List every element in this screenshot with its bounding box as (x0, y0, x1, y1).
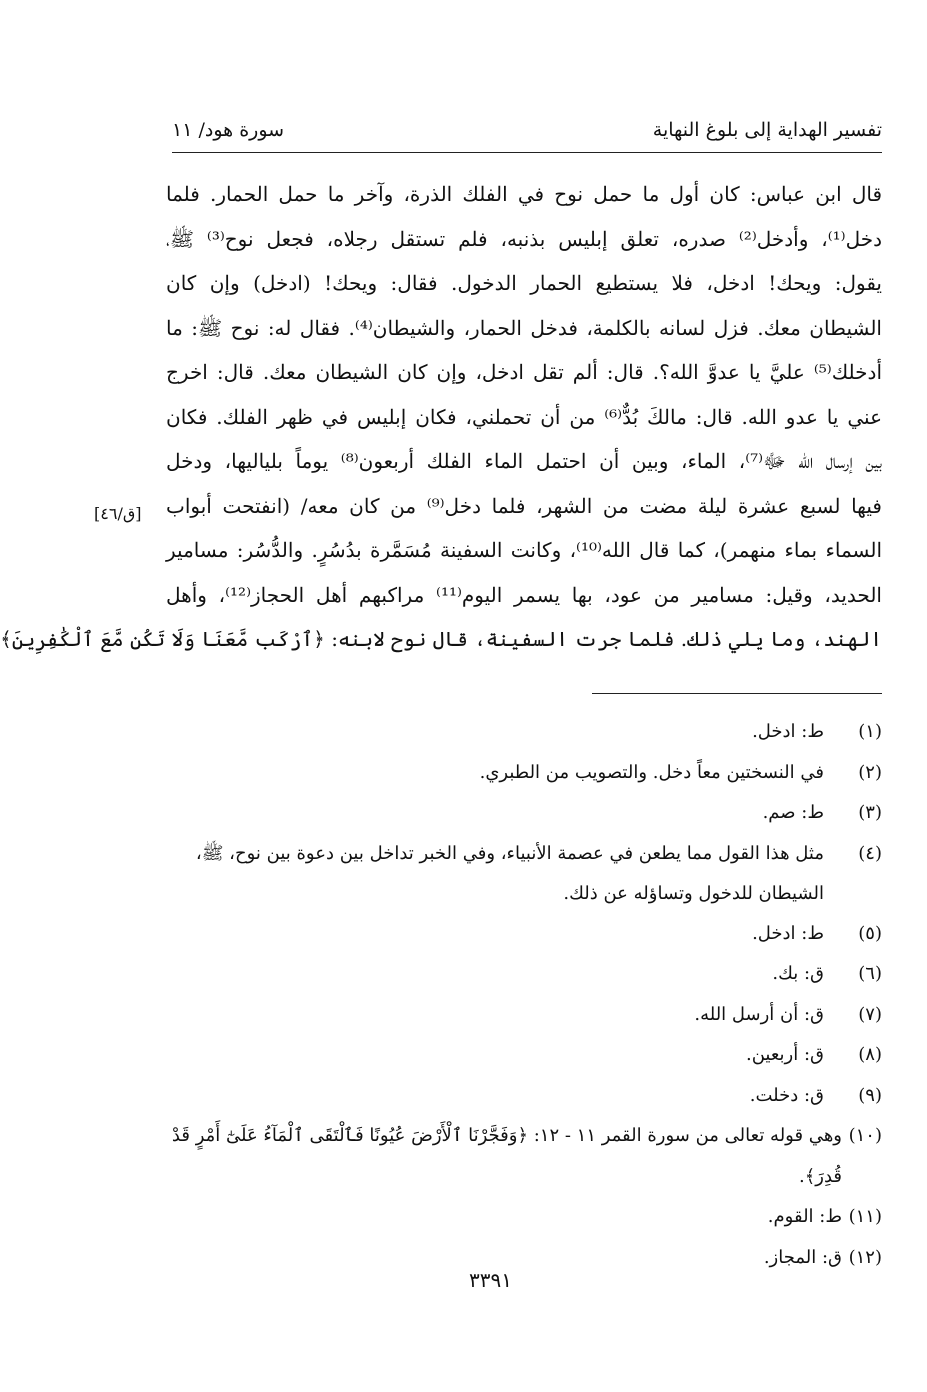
footnote-number: (٣) (858, 802, 882, 823)
footnote-number: (١١) (848, 1206, 882, 1227)
footnote-text: ق: أربعين. (746, 1044, 824, 1065)
text-line: الشيطان معك. فزل لسانه بالكلمة، فدخل الحمار، والشيطان⁽⁴⁾. فقال له: نوح ﷺ: ما (166, 315, 882, 340)
footnote (166, 834, 882, 914)
footnote (166, 1035, 882, 1076)
running-head (172, 112, 882, 148)
footnote-text: ق: بك. (772, 963, 824, 984)
footnote-text: ط: القوم. (767, 1206, 842, 1227)
footnote-text: ط: ادخل. (752, 721, 824, 742)
footnote (166, 712, 882, 753)
header-divider (172, 152, 882, 153)
text-line: السماء بماء منهمر)، كما قال الله⁽¹⁰⁾، وكانت السفينة مُسَمَّرة بدُسُرٍ. والدُّسُر: مسامير (166, 538, 883, 562)
footnote-text: مثل هذا القول مما يطعن في عصمة الأنبياء، وفي الخبر تداخل بين دعوة بين نوح، ﷺ، الشيطان للدخول وتساؤله عن ذلك. (195, 842, 824, 904)
footnotes (166, 712, 882, 1278)
footnote-text: ق: أن أرسل الله. (694, 1003, 824, 1025)
footnote-number: (١) (858, 721, 882, 742)
footnote (166, 954, 882, 995)
text-line: الهند، وما يلي ذلك. فلما جرت السفينة، قال نوح لابنه: ﴿ٱرْكَب مَّعَنَا وَلَا تَكُن مَّعَ ٱلْكَٰفِرِينَ﴾ (0, 627, 882, 651)
footnote-text: ق: دخلت. (749, 1084, 824, 1106)
footnote-number: (٤) (858, 842, 882, 864)
page-number: ٣٣٩١ (469, 1268, 512, 1292)
footnote-number: (٢) (858, 761, 882, 783)
text-line: فيها لسبع عشرة ليلة مضت من الشهر، فلما دخل⁽⁹⁾ من كان معه/ (انفتحت أبواب (166, 493, 882, 518)
text-line: دخل⁽¹⁾، وأدخل⁽²⁾ صدره، تعلق إبليس بذنبه، فلم تستقل رجلاه، فجعل نوح⁽³⁾ ﷺ، (166, 226, 882, 251)
text-line: قال ابن عباس: كان أول ما حمل نوح في الفلك الذرة، وآخر ما حمل الحمار. فلما (166, 182, 882, 206)
footnote-number: (٧) (858, 1003, 882, 1025)
footnote (166, 914, 882, 955)
footnote (166, 1116, 882, 1197)
footnote-text: ط: صم. (762, 802, 824, 823)
footnote-text: وهي قوله تعالى من سورة القمر ١١ - ١٢: ﴿وَفَجَّرْنَا ٱلْأَرْضَ عُيُونًا فَٱلْتَقَى ٱلْمَآءُ عَلَىٰٓ أَمْرٍ قَدْ قُدِرَ﴾. (171, 1125, 842, 1187)
footnote-number: (٨) (858, 1044, 882, 1065)
footnote (166, 1197, 882, 1238)
text-line: الحديد، وقيل: مسامير من عود، بها يسمر اليوم⁽¹¹⁾ مراكبهم أهل الحجاز⁽¹²⁾، وأهل (166, 582, 882, 607)
surah-reference: سورة هود/ ١١ (172, 119, 285, 141)
footnote-number: (١٠) (848, 1125, 882, 1146)
footnote-text: في النسختين معاً دخل. والتصويب من الطبري. (479, 761, 824, 783)
footnote-number: (٦) (858, 963, 882, 984)
footnote (166, 995, 882, 1036)
footnote (166, 793, 882, 834)
footnote (166, 753, 882, 794)
text-line: عني يا عدو الله. قال: مالكَ بُدٌّ⁽⁶⁾ من أن تحملني، فكان إبليس في ظهر الفلك. فكان (166, 404, 883, 429)
footnote (166, 1076, 882, 1117)
footnote-text: ق: المجاز. (763, 1246, 842, 1268)
footnote-number: (٥) (858, 922, 882, 944)
text-line: أدخلك⁽⁵⁾ عليَّ يا عدوَّ الله؟. قال: ألم تقل ادخل، وإن كان الشيطان معك. قال: اخرج (166, 360, 882, 384)
footnote-number: (١٢) (848, 1246, 882, 1268)
footnote-divider (592, 693, 882, 694)
footnote-text: ط: ادخل. (752, 922, 824, 944)
footnote-number: (٩) (858, 1084, 882, 1106)
manuscript-folio-marker: [ق/٤٦] (94, 504, 142, 523)
text-line: يقول: ويحك! ادخل، فلا يستطيع الحمار الدخول. فقال: ويحك! (ادخل) وإن كان (166, 271, 882, 295)
book-title: تفسير الهداية إلى بلوغ النهاية (652, 119, 882, 141)
text-line: بين إرسال الله ﷻ⁽⁷⁾، الماء، وبين أن احتمل الماء الفلك أربعون⁽⁸⁾ يوماً بلياليها، ودخل (166, 449, 882, 473)
